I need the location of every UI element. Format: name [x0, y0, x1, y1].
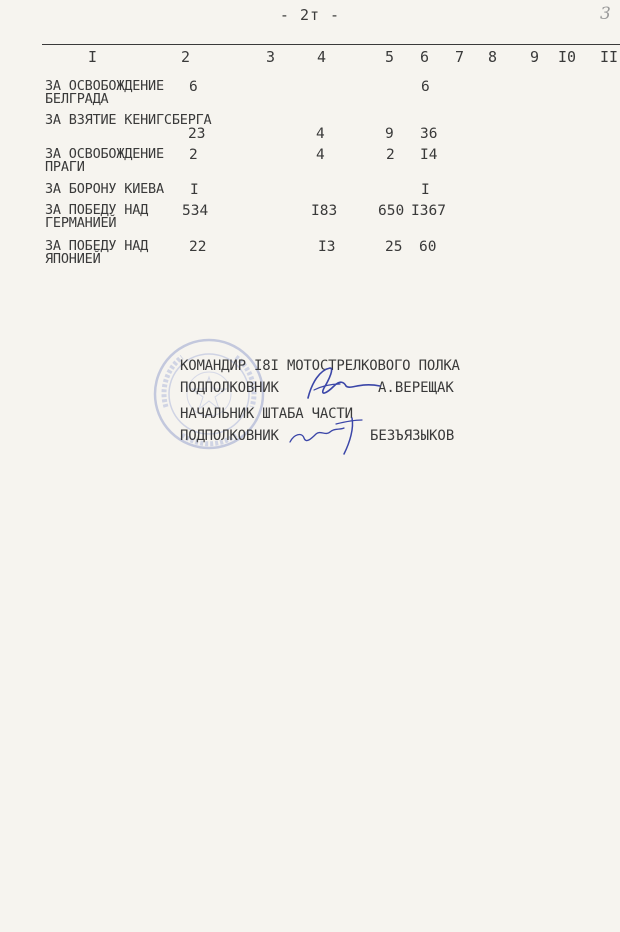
- cell-col-2: 23: [188, 126, 206, 142]
- column-header-3: 3: [266, 48, 276, 66]
- column-header-2: 2: [181, 48, 191, 66]
- cell-col-6: 6: [421, 79, 430, 95]
- cell-col-4: I3: [318, 239, 336, 255]
- cell-col-4: I83: [311, 203, 338, 219]
- commander-name: А.ВЕРЕЩАК: [378, 380, 454, 396]
- row-label: ЗА ВЗЯТИЕ КЕНИГСБЕРГА: [45, 112, 212, 128]
- commander-rank: ПОДПОЛКОВНИК: [180, 380, 279, 396]
- corner-page-mark: 3: [600, 4, 611, 24]
- column-header-7: 7: [455, 48, 465, 66]
- cell-col-5: 25: [385, 239, 403, 255]
- row-label: ЗА ОСВОБОЖДЕНИЕ БЕЛГРАДА: [45, 78, 164, 107]
- page-number: - 2т -: [279, 6, 341, 24]
- cell-col-2: I: [190, 182, 199, 198]
- cell-col-6: 36: [420, 126, 438, 142]
- cell-col-4: 4: [316, 147, 325, 163]
- column-header-4: 4: [317, 48, 327, 66]
- cell-col-4: 4: [316, 126, 325, 142]
- column-header-11: II: [600, 48, 619, 66]
- column-header-10: I0: [558, 48, 577, 66]
- column-header-5: 5: [385, 48, 395, 66]
- column-header-6: 6: [420, 48, 430, 66]
- commander-title: КОМАНДИР I8I МОТОСТРЕЛКОВОГО ПОЛКА: [180, 358, 460, 374]
- cell-col-2: 2: [189, 147, 198, 163]
- cell-col-6: 60: [419, 239, 437, 255]
- row-label: ЗА ПОБЕДУ НАД ЯПОНИЕЙ: [45, 238, 149, 267]
- cell-col-2: 6: [189, 79, 198, 95]
- chief-of-staff-name: БЕЗЪЯЗЫКОВ: [370, 428, 455, 444]
- row-label: ЗА ПОБЕДУ НАД ГЕРМАНИЕЙ: [45, 202, 149, 231]
- cell-col-5: 9: [385, 126, 394, 142]
- cell-col-5: 2: [386, 147, 395, 163]
- chief-of-staff-rank: ПОДПОЛКОВНИК: [180, 428, 279, 444]
- column-header-9: 9: [530, 48, 540, 66]
- cell-col-6: I: [421, 182, 430, 198]
- chief-of-staff-title: НАЧАЛЬНИК ШТАБА ЧАСТИ: [180, 406, 353, 422]
- table-top-rule: [42, 44, 620, 45]
- row-label: ЗА БОРОНУ КИЕВА: [45, 181, 164, 197]
- cell-col-2: 22: [189, 239, 207, 255]
- cell-col-5: 650: [378, 203, 405, 219]
- column-header-1: I: [88, 48, 98, 66]
- cell-col-6: I367: [411, 203, 446, 219]
- cell-col-2: 534: [182, 203, 209, 219]
- cell-col-6: I4: [420, 147, 438, 163]
- row-label: ЗА ОСВОБОЖДЕНИЕ ПРАГИ: [45, 146, 164, 175]
- column-header-8: 8: [488, 48, 498, 66]
